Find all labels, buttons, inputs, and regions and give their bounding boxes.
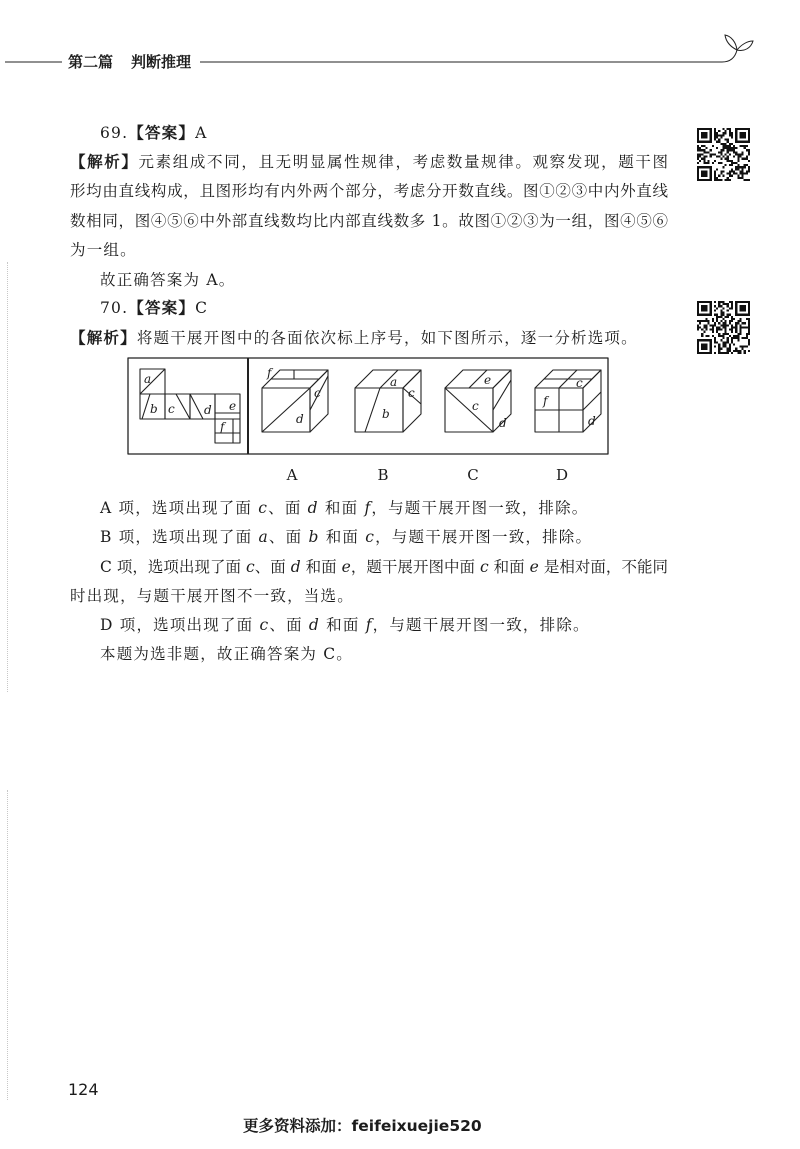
cube-option-a bbox=[262, 370, 328, 432]
text-segment: 形均由直线构成，且图形均有内外两个部分，考虑分开数直线。图①②③中内外直线 bbox=[70, 182, 668, 200]
section-title: 判断推理 bbox=[131, 53, 192, 71]
cube-a-top-label: f bbox=[267, 366, 272, 380]
text-segment: ，题干展开图中面 bbox=[350, 558, 481, 576]
face-letter: b bbox=[308, 528, 320, 546]
q69-analysis-line bbox=[70, 240, 137, 260]
cube-b-top-label: a bbox=[390, 375, 398, 389]
text-segment: 故正确答案为 A。 bbox=[100, 271, 236, 289]
net-face-label: b bbox=[150, 402, 158, 416]
text-segment: 、面 bbox=[268, 528, 309, 546]
text-segment: 是相对面，不能同 bbox=[538, 558, 668, 576]
cube-c-right-label: d bbox=[499, 416, 507, 430]
cube-option-b bbox=[355, 370, 421, 432]
text-segment: C 项，选项出现了面 bbox=[100, 558, 246, 576]
net-face-f bbox=[215, 419, 240, 443]
q70-conclusion bbox=[100, 644, 353, 664]
text-segment: 将题干展开图中的各面依次标上序号，如下图所示，逐一分析选项。 bbox=[136, 329, 638, 347]
cube-a-front-label: d bbox=[296, 412, 304, 426]
text-segment: C bbox=[195, 299, 209, 317]
net-face-label: a bbox=[144, 372, 152, 386]
face-letter: c bbox=[258, 499, 269, 517]
figure-frame bbox=[128, 358, 608, 454]
part-label: 第二篇 bbox=[68, 53, 114, 71]
text-segment: 和面 bbox=[488, 558, 530, 576]
option-d-analysis bbox=[100, 615, 590, 635]
qr-code bbox=[697, 301, 750, 354]
face-letter: f bbox=[364, 499, 372, 517]
label-tag: 【答案】 bbox=[128, 298, 196, 317]
option-b-analysis bbox=[100, 527, 592, 547]
text-segment: B 项，选项出现了面 bbox=[100, 528, 259, 546]
face-letter: d bbox=[308, 616, 321, 634]
section-heading bbox=[68, 52, 191, 72]
option-label-c: C bbox=[467, 466, 479, 484]
q69-analysis-line bbox=[70, 181, 668, 201]
face-letter: a bbox=[258, 528, 269, 546]
cube-a-right-label: c bbox=[314, 386, 321, 400]
net-face-label: c bbox=[168, 402, 175, 416]
face-letter: e bbox=[341, 558, 351, 576]
q70-answer bbox=[100, 298, 208, 318]
label-tag: 【解析】 bbox=[70, 152, 139, 171]
page-number: 124 bbox=[68, 1080, 99, 1099]
text-segment: 时出现，与题干展开图不一致，当选。 bbox=[70, 587, 354, 605]
scan-margin-marks bbox=[7, 262, 8, 692]
q69-analysis-line bbox=[70, 152, 668, 172]
net-face-e bbox=[215, 394, 240, 419]
option-label-b: B bbox=[377, 466, 389, 484]
text-segment: 和面 bbox=[318, 499, 365, 517]
option-c-analysis bbox=[70, 586, 354, 606]
option-c-analysis bbox=[100, 557, 668, 577]
text-segment: 和面 bbox=[300, 558, 342, 576]
label-tag: 【答案】 bbox=[128, 123, 196, 142]
leaf-icon bbox=[725, 35, 753, 51]
face-letter: c bbox=[259, 616, 270, 634]
face-letter: f bbox=[365, 616, 373, 634]
text-segment: ，与题干展开图一致，排除。 bbox=[371, 499, 589, 517]
face-letter: c bbox=[245, 558, 255, 576]
footer-note: 更多资料添加：feifeixuejie520 bbox=[243, 1117, 482, 1135]
text-segment: 、面 bbox=[269, 616, 309, 634]
text-segment: 、面 bbox=[254, 558, 291, 576]
text-segment: D 项，选项出现了面 bbox=[100, 616, 260, 634]
label-tag: 【解析】 bbox=[70, 328, 137, 347]
cube-d-right-label: d bbox=[588, 414, 596, 428]
cube-b-right-label: c bbox=[408, 386, 415, 400]
text-segment: 元素组成不同，且无明显属性规律，考虑数量规律。观察发现，题干图 bbox=[138, 153, 668, 171]
face-letter: d bbox=[307, 499, 319, 517]
q69-conclusion bbox=[100, 270, 235, 290]
text-segment: 69. bbox=[100, 124, 129, 142]
face-letter: c bbox=[365, 528, 376, 546]
option-a-analysis bbox=[100, 498, 589, 518]
net-face-label: d bbox=[204, 403, 212, 417]
cube-d-top-label: c bbox=[576, 376, 583, 390]
face-letter: d bbox=[290, 558, 301, 576]
cube-c-top-label: e bbox=[484, 373, 492, 387]
q69-answer bbox=[100, 123, 207, 143]
option-label-a: A bbox=[286, 466, 298, 484]
cube-d-front-label: f bbox=[543, 394, 548, 408]
text-segment: A 项，选项出现了面 bbox=[100, 499, 259, 517]
text-segment: 为一组。 bbox=[70, 241, 137, 259]
q70-figure bbox=[127, 356, 611, 460]
qr-code bbox=[697, 128, 750, 181]
scan-margin-marks bbox=[7, 790, 8, 1100]
net-face-label: f bbox=[220, 420, 225, 434]
cube-b-front-label: b bbox=[382, 407, 390, 421]
net-face-label: e bbox=[229, 399, 237, 413]
text-segment: A bbox=[195, 124, 208, 142]
text-segment: 和面 bbox=[319, 528, 366, 546]
text-segment: 本题为选非题，故正确答案为 C。 bbox=[100, 645, 353, 663]
text-segment: 、面 bbox=[268, 499, 308, 517]
text-segment: ，与题干展开图一致，排除。 bbox=[375, 528, 593, 546]
text-segment: 70. bbox=[100, 299, 129, 317]
face-letter: e bbox=[529, 558, 539, 576]
cube-c-front-label: c bbox=[472, 399, 479, 413]
text-segment: 数相同，图④⑤⑥中外部直线数均比内部直线数多 1。故图①②③为一组，图④⑤⑥ bbox=[70, 212, 668, 230]
header-rule-right bbox=[200, 50, 737, 62]
face-letter: c bbox=[480, 558, 489, 576]
option-label-d: D bbox=[555, 466, 569, 484]
text-segment: ，与题干展开图一致，排除。 bbox=[372, 616, 590, 634]
q70-analysis-intro bbox=[70, 328, 638, 348]
text-segment: 和面 bbox=[320, 616, 366, 634]
q69-analysis-line bbox=[70, 211, 668, 231]
